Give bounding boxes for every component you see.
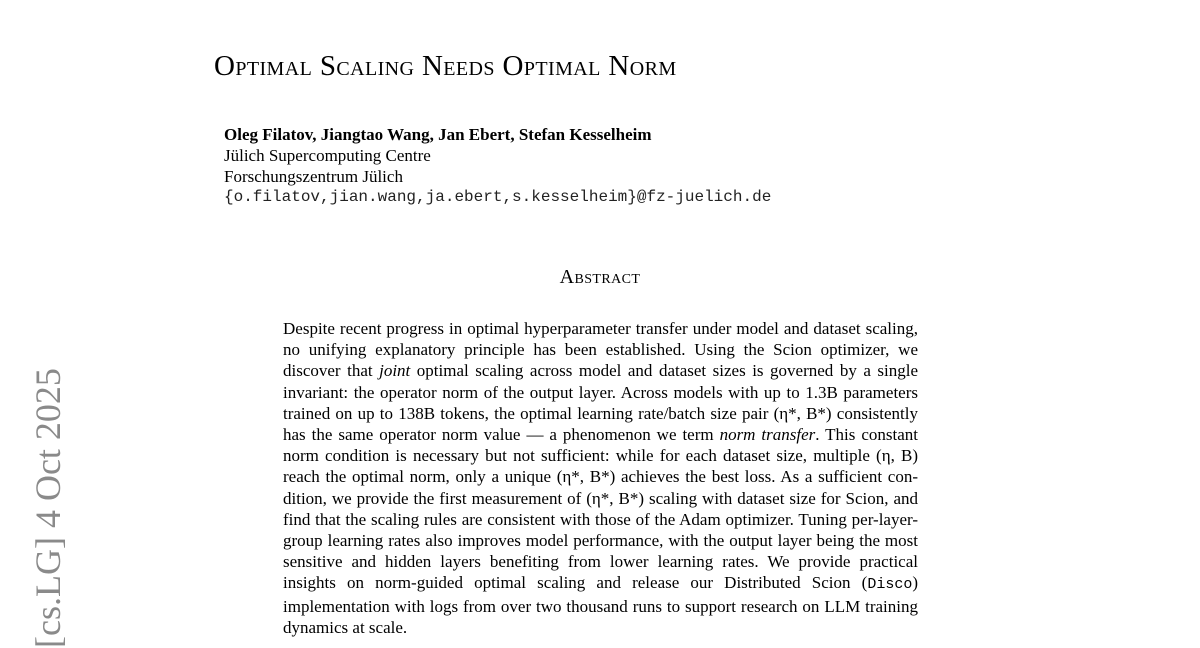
- arxiv-side-stamp: [cs.LG] 4 Oct 2025: [28, 368, 68, 648]
- paper-title: Optimal Scaling Needs Optimal Norm: [214, 50, 677, 82]
- affiliation-institute: Forschungszentrum Jülich: [224, 167, 403, 186]
- abstract-text: [283, 318, 918, 638]
- abstract-heading: Abstract: [559, 266, 641, 288]
- author-emails: {o.filatov,jian.wang,ja.ebert,s.kesselheim}@fz-juelich.de: [224, 188, 772, 206]
- abstract-text-part-2: optimal scaling across model and dataset sizes is governed by a single invariant: the operator norm of the output layer. Across models with up to 1.3B parameters trained on up to 138B tokens, the optimal learning rate/batch size pair (η*, B*) consistently has the same operator norm value — a phenomenon we term: [283, 361, 918, 445]
- abstract-emphasis-joint: joint: [379, 361, 411, 381]
- abstract-text-part-4: ) implementation with logs from over two thousand runs to support research on LLM training dynamics at scale.: [283, 573, 918, 637]
- author-names: Oleg Filatov, Jiangtao Wang, Jan Ebert, Stefan Kesselheim: [224, 125, 652, 144]
- abstract-code-disco: Disco: [867, 576, 913, 594]
- author-block: [224, 124, 771, 208]
- abstract-text-part-3: . This constant norm condition is necessary but not sufficient: while for each dataset size, multiple (η, B) reach the optimal norm, only a unique (η*, B*) achieves the best loss. As a sufficient condition, we provide the first measurement of (η*, B*) scaling with dataset size for Scion, and find that the scaling rules are consistent with those of the Adam optimizer. Tuning per-layer-group learning rates also improves model performance, with the output layer being the most sensitive and hidden layers benefiting from lower learning rates. We provide practical insights on norm-guided optimal scaling and release our Distributed Scion (: [283, 425, 918, 593]
- abstract-emphasis-norm-transfer: norm transfer: [719, 425, 816, 445]
- affiliation-centre: Jülich Supercomputing Centre: [224, 146, 431, 165]
- abstract-text-part-1: Despite recent progress in optimal hyperparameter transfer under model and dataset scaling, no unifying explanatory principle has been established. Using the Scion optimizer, we discover that: [283, 319, 918, 381]
